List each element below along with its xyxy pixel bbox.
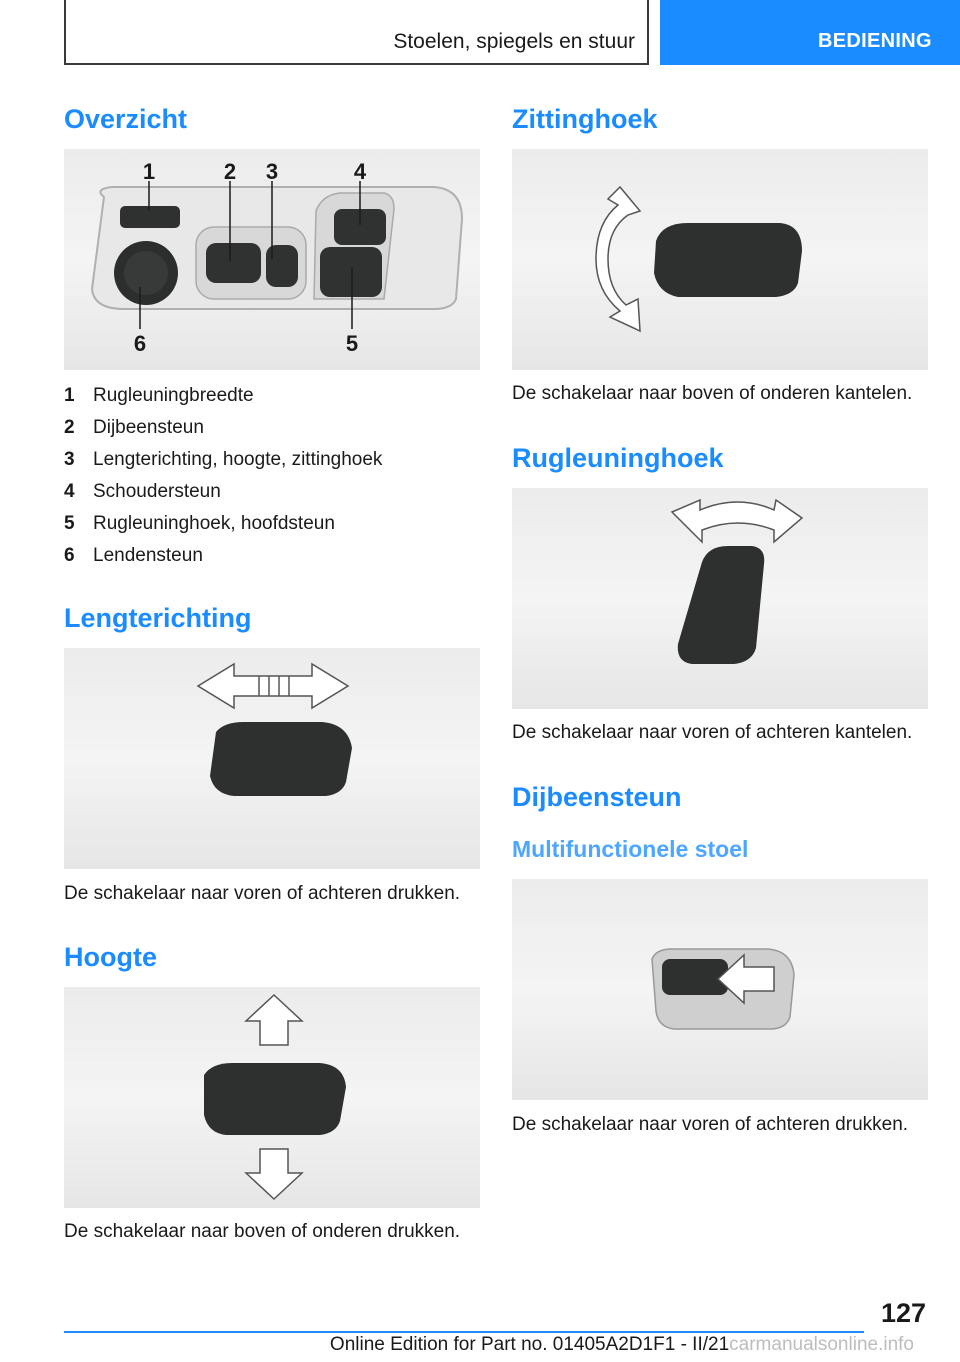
zittinghoek-image (512, 149, 928, 370)
callout-3: 3 (265, 159, 279, 184)
switch-icon (210, 722, 352, 796)
footer-edition-text: Online Edition for Part no. 01405A2D1F1 - II/21 (329, 1334, 730, 1355)
dijbeensteun-image (512, 879, 928, 1100)
list-item-number: 1 (64, 385, 75, 406)
switch-icon (654, 223, 802, 297)
switch-icon (678, 546, 764, 664)
caption-rugleuninghoek: De schakelaar naar voren of achteren kantelen. (512, 722, 913, 743)
header-box (64, 0, 649, 65)
list-item-label: Rugleuninghoek, hoofdsteun (93, 513, 335, 534)
subheading-multifunctionele-stoel: Multifunctionele stoel (512, 836, 749, 862)
chapter-title: Stoelen, spiegels en stuur (393, 30, 635, 53)
list-item (64, 540, 484, 572)
callout-4: 4 (353, 159, 367, 184)
switch-icon (204, 1063, 346, 1135)
list-item-number: 6 (64, 545, 75, 566)
list-item (64, 380, 484, 412)
hoogte-image (64, 987, 480, 1208)
caption-zittinghoek: De schakelaar naar boven of onderen kantelen. (512, 383, 913, 404)
tilt-arrow-icon (596, 187, 640, 331)
list-item-number: 2 (64, 417, 75, 438)
lengterichting-image (64, 648, 480, 869)
list-item-number: 5 (64, 513, 75, 534)
list-item-label: Rugleuningbreedte (93, 385, 254, 406)
callout-5: 5 (345, 331, 359, 356)
list-item (64, 412, 484, 444)
heading-lengterichting: Lengterichting (64, 603, 252, 633)
switch-icon (662, 959, 728, 995)
rugleuninghoek-image (512, 488, 928, 709)
list-item-label: Lengterichting, hoogte, zittinghoek (93, 449, 383, 470)
section-tab-label: BEDIENING (818, 30, 932, 52)
list-item-label: Schoudersteun (93, 481, 221, 502)
footer-watermark: carmanualsonline.info (729, 1334, 914, 1355)
list-item (64, 444, 484, 476)
heading-rugleuninghoek: Rugleuninghoek (512, 443, 724, 473)
callout-2: 2 (223, 159, 237, 184)
double-arrow-horizontal-icon (198, 664, 348, 708)
page-number: 127 (880, 1298, 926, 1328)
arrow-down-icon (246, 1149, 302, 1199)
caption-lengterichting: De schakelaar naar voren of achteren drukken. (64, 883, 461, 904)
overzicht-list (64, 380, 484, 572)
callout-6: 6 (133, 331, 147, 356)
list-item (64, 476, 484, 508)
list-item (64, 508, 484, 540)
heading-overzicht: Overzicht (64, 104, 188, 134)
heading-hoogte: Hoogte (64, 942, 157, 972)
list-item-label: Dijbeensteun (93, 417, 204, 438)
footer-edition (330, 1334, 914, 1356)
heading-dijbeensteun: Dijbeensteun (512, 782, 682, 812)
caption-hoogte: De schakelaar naar boven of onderen drukken. (64, 1221, 461, 1242)
list-item-number: 3 (64, 449, 75, 470)
seat-controls-overview-image (64, 149, 480, 370)
heading-zittinghoek: Zittinghoek (512, 104, 658, 134)
callout-1: 1 (142, 159, 156, 184)
footer-divider (64, 1331, 864, 1333)
tilt-arrow-icon (672, 500, 802, 542)
section-tab[interactable] (660, 0, 960, 65)
list-item-number: 4 (64, 481, 75, 502)
arrow-up-icon (246, 995, 302, 1045)
list-item-label: Lendensteun (93, 545, 203, 566)
caption-dijbeensteun: De schakelaar naar voren of achteren drukken. (512, 1114, 909, 1135)
